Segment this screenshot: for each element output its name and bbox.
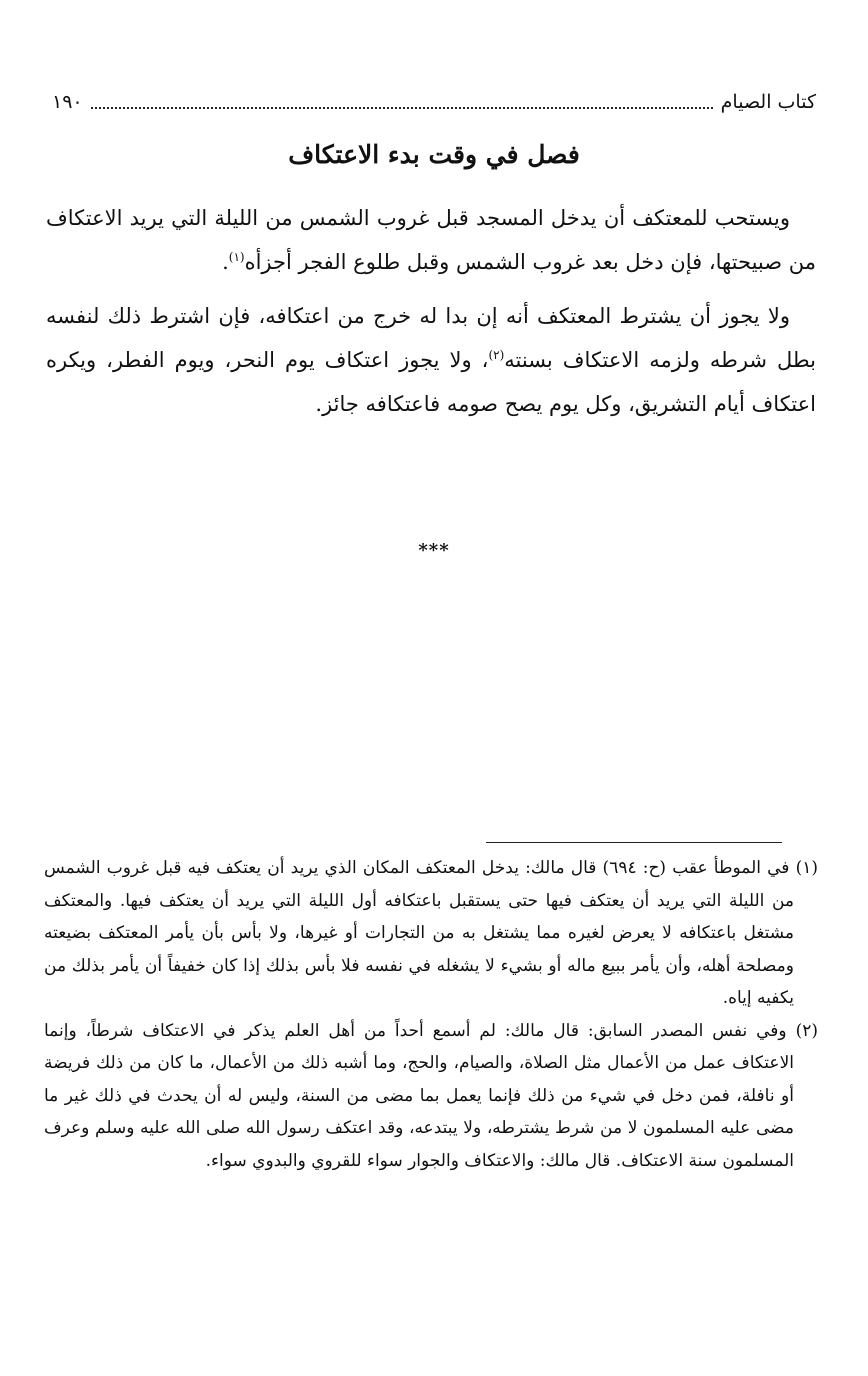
running-header <box>52 88 816 116</box>
section-title: فصل في وقت بدء الاعتكاف <box>288 140 580 169</box>
footnote-ref: (١) <box>228 250 245 264</box>
footnotes <box>44 852 818 1177</box>
book-title: كتاب الصيام <box>720 91 816 113</box>
footnote: (١) في الموطأ عقب (ح: ٦٩٤) قال مالك: يدخل المعتكف المكان الذي يريد أن يعتكف فيه قبل غروب الشمس من الليلة التي يريد أن يعتكف فيها حتى يستقبل باعتكافه أول الليلة التي يريد أن يعتكف فيها. والمعتكف مشتغل باعتكافه لا يعرض لغيره مما يشتغل به من التجارات أو غيرها، ولا بأس بأن يأمر المعتكف بضيعته ومصلحة أهله، وأن يأمر ببيع ماله أو بشيء لا يشغله في نفسه فلا بأس بذلك إذا كان خفيفاً أن يأمر بذلك من يكفيه إياه. <box>44 858 818 1008</box>
footnote-ref: (٢) <box>488 348 505 362</box>
paragraph: ولا يجوز أن يشترط المعتكف أنه إن بدا له خرج من اعتكافه، فإن اشترط ذلك لنفسه بطل شرطه ولزمه الاعتكاف بسنته$^{(٢)}$، ولا يجوز اعتكاف يوم النحر، ويوم الفطر، ويكره اعتكاف أيام التشريق، وكل يوم يصح صومه فاعتكافه جائز. <box>46 304 817 416</box>
main-text <box>46 196 816 436</box>
leader-dots <box>91 107 713 109</box>
section-separator: *** <box>418 540 450 561</box>
paragraph: ويستحب للمعتكف أن يدخل المسجد قبل غروب الشمس من الليلة التي يريد الاعتكاف من صبيحتها، فإن دخل بعد غروب الشمس وقبل طلوع الفجر أجزأه$^{(١)}$. <box>46 206 816 274</box>
page-number: ١٩٠ <box>52 91 83 113</box>
footnote-divider <box>486 842 782 843</box>
footnote: (٢) وفي نفس المصدر السابق: قال مالك: لم أسمع أحداً من أهل العلم يذكر في الاعتكاف شرطاً، وإنما الاعتكاف عمل من الأعمال مثل الصلاة، والصيام، والحج، وما أشبه ذلك من الأعمال، ما كان من ذلك فريضة أو نافلة، فمن دخل في شيء من ذلك فإنما يعمل بما مضى من السنة، وليس له أن يحدث في ذلك غير ما مضى عليه المسلمون لا من شرط يشترطه، ولا يبتدعه، وقد اعتكف رسول الله صلى الله عليه وسلم وعرف المسلمون سنة الاعتكاف. قال مالك: والاعتكاف والجوار سواء للقروي والبدوي سواء. <box>44 1020 818 1171</box>
